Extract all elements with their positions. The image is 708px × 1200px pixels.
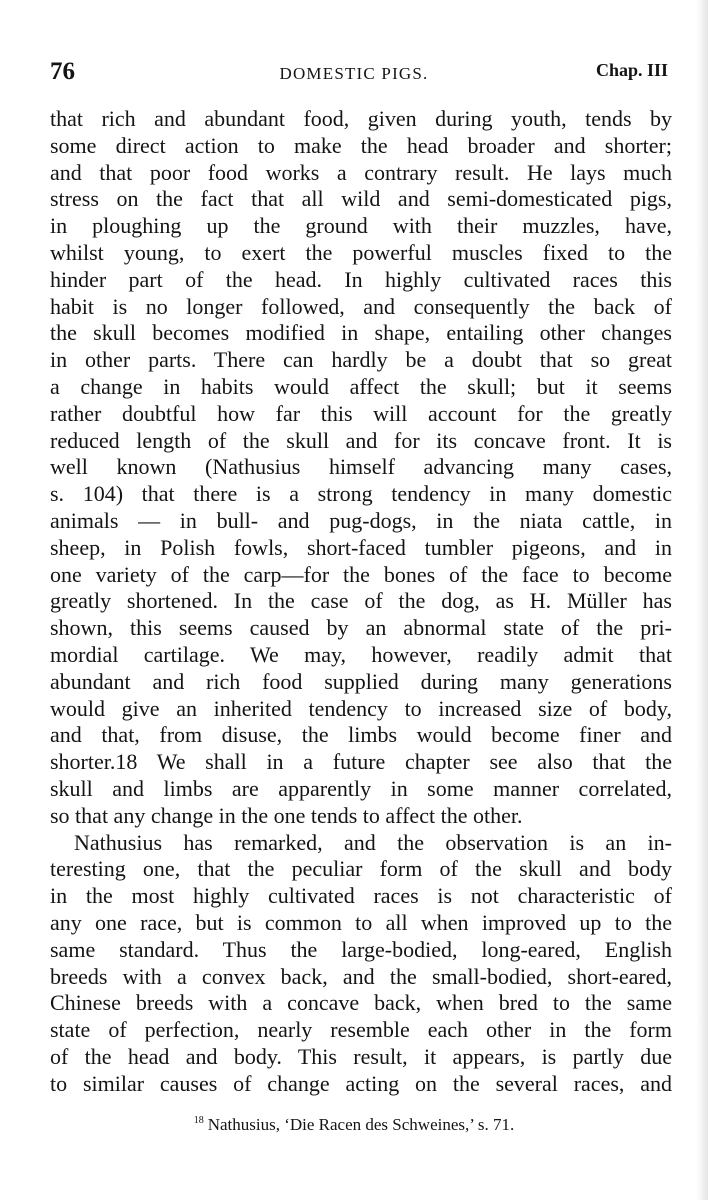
text-line: sheep, in Polish fowls, short-faced tumbler pigeons, and in: [50, 534, 672, 560]
text-line: would give an inherited tendency to increased size of body,: [50, 695, 672, 721]
text-line: and that poor food works a contrary result. He lays much: [50, 159, 672, 185]
text-line: that rich and abundant food, given during youth, tends by: [50, 106, 672, 131]
text-line: stress on the fact that all wild and semi-domesticated pigs,: [50, 186, 672, 212]
text-line: greatly shortened. In the case of the dog, as H. Müller has: [50, 588, 672, 614]
text-line: breeds with a convex back, and the small-bodied, short-eared,: [50, 963, 672, 989]
text-line: some direct action to make the head broader and shorter;: [50, 132, 672, 158]
text-line: habit is no longer followed, and consequently the back of: [50, 293, 672, 319]
body-text: [50, 106, 672, 1097]
text-line: whilst young, to exert the powerful muscles fixed to the: [50, 239, 672, 265]
text-line: well known (Nathusius himself advancing many cases,: [50, 454, 672, 480]
text-line: one variety of the carp—for the bones of the face to become: [50, 561, 672, 587]
text-line: in other parts. There can hardly be a doubt that so great: [50, 347, 672, 373]
footnote-text: Nathusius, ‘Die Racen des Schweines,’ s. 71.: [207, 1115, 515, 1134]
text-line: so that any change in the one tends to affect the other.: [50, 802, 523, 828]
text-line: a change in habits would affect the skull; but it seems: [50, 373, 672, 399]
text-line: in ploughing up the ground with their muzzles, have,: [50, 213, 672, 239]
text-line: animals — in bull- and pug-dogs, in the niata cattle, in: [50, 507, 672, 533]
text-line: mordial cartilage. We may, however, readily admit that: [50, 641, 672, 667]
text-line: Chinese breeds with a concave back, when bred to the same: [50, 990, 672, 1016]
text-line: Nathusius has remarked, and the observation is an in-: [74, 829, 672, 855]
text-line: hinder part of the head. In highly cultivated races this: [50, 266, 672, 292]
page-header: [0, 58, 708, 88]
text-line: reduced length of the skull and for its concave front. It is: [50, 427, 672, 453]
text-line: of the head and body. This result, it appears, is partly due: [50, 1043, 672, 1069]
text-line: any one race, but is common to all when improved up to the: [50, 909, 672, 935]
running-title: DOMESTIC PIGS.: [279, 64, 429, 83]
text-line: state of perfection, nearly resemble each other in the form: [50, 1017, 672, 1043]
text-line: skull and limbs are apparently in some manner correlated,: [50, 775, 672, 801]
page-edge-shadow: [696, 0, 708, 1200]
text-line: in the most highly cultivated races is not characteristic of: [50, 883, 672, 909]
text-line: same standard. Thus the large-bodied, long-eared, English: [50, 936, 672, 962]
text-line: s. 104) that there is a strong tendency in many domestic: [50, 481, 672, 507]
text-line: shown, this seems caused by an abnormal state of the pri-: [50, 615, 672, 641]
page-number: 76: [50, 58, 75, 85]
text-line: abundant and rich food supplied during many generations: [50, 668, 672, 694]
text-line: the skull becomes modified in shape, entailing other changes: [50, 320, 672, 346]
text-line: shorter.18 We shall in a future chapter see also that the: [50, 749, 672, 775]
text-line: to similar causes of change acting on the several races, and: [50, 1070, 672, 1096]
chapter-label: Chap. III: [595, 60, 668, 80]
footnote-marker: 18: [193, 1115, 204, 1127]
text-line: rather doubtful how far this will account for the greatly: [50, 400, 672, 426]
text-line: and that, from disuse, the limbs would become finer and: [50, 722, 672, 748]
footnote: [0, 1115, 708, 1135]
text-line: teresting one, that the peculiar form of the skull and body: [50, 856, 672, 882]
